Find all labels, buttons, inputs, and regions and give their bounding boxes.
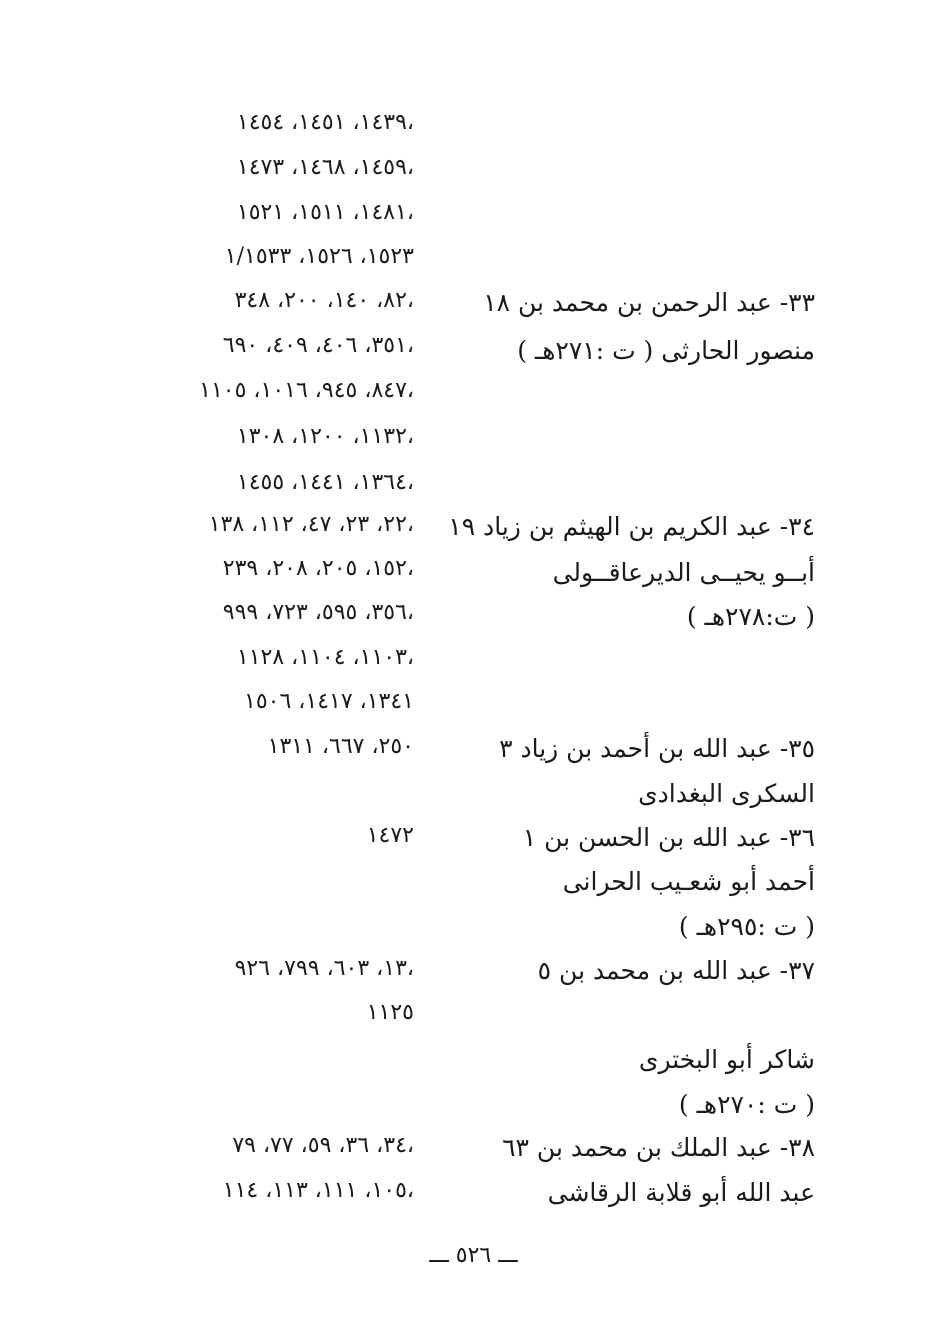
entry-name-line: أبــو يحيــى الديرعاقــولى <box>552 558 815 587</box>
entry-name-line: ٣٨- عبد الملك بن محمد بن ٦٣ <box>502 1133 815 1162</box>
entry-name-line: ٣٤- عبد الكريم بن الهيثم بن زياد ١٩ <box>448 512 815 541</box>
page-refs-line: ٨٤٧، ٩٤٥، ١٠١٦، ١١٠٥، <box>199 378 414 403</box>
page-refs-line: ١١٠٣، ١١٠٤، ١١٢٨، <box>236 645 414 670</box>
page-refs-line: ١٥٢، ٢٠٥، ٢٠٨، ٢٣٩، <box>222 556 414 581</box>
entry-name-line: منصور الحارثى ( ت :٢٧١هـ ) <box>517 336 815 365</box>
page-refs-line: ١٤٣٩، ١٤٥١، ١٤٥٤، <box>236 110 414 135</box>
page-refs-line: ١٠٥، ١١١، ١١٣، ١١٤، <box>222 1178 414 1203</box>
page-refs-line: ٣٥٦، ٥٩٥، ٧٢٣، ٩٩٩، <box>222 600 414 625</box>
page-refs-line: ٢٢، ٢٣، ٤٧، ١١٢، ١٣٨، <box>208 512 414 537</box>
page-number: ـــ ٥٢٦ ـــ <box>429 1243 518 1268</box>
entry-name-line: ٣٧- عبد الله بن محمد بن ٥ <box>537 956 815 985</box>
page-refs-line: ١٣، ٦٠٣، ٧٩٩، ٩٢٦، <box>234 956 414 981</box>
page-refs-line: ١٤٨١، ١٥١١، ١٥٢١، <box>236 200 414 225</box>
page-refs-line: ٢٥٠، ٦٦٧، ١٣١١ <box>267 734 414 759</box>
page-refs-line: ٣٤، ٣٦، ٥٩، ٧٧، ٧٩، <box>232 1133 414 1158</box>
page-refs-line: ١٤٥٩، ١٤٦٨، ١٤٧٣، <box>236 155 414 180</box>
entry-name-line: ( ت :٢٧٠هـ ) <box>678 1090 815 1119</box>
entry-name-line: ٣٥- عبد الله بن أحمد بن زياد ٣ <box>499 734 815 763</box>
page-refs-line: ١٣٦٤، ١٤٤١، ١٤٥٥، <box>236 470 414 495</box>
entry-name-line: أحمد أبو شعـيب الحرانى <box>562 867 815 896</box>
entry-name-line: عبد الله أبو قلابة الرقاشى <box>547 1178 815 1207</box>
entry-name-line: السكرى البغدادى <box>638 779 815 808</box>
entry-name-line: ٣٣- عبد الرحمن بن محمد بن ١٨ <box>483 288 815 317</box>
page-refs-line: ١٥٢٣، ١٥٢٦، ١/١٥٣٣ <box>224 244 414 269</box>
entry-name-line: شاكر أبو البخترى <box>638 1045 815 1074</box>
page-refs-line: ٨٢، ١٤٠، ٢٠٠، ٣٤٨، <box>234 288 414 313</box>
page-refs-line: ١٣٤١، ١٤١٧، ١٥٠٦ <box>244 689 414 714</box>
page-refs-line: ٣٥١، ٤٠٦، ٤٠٩، ٦٩٠، <box>222 333 414 358</box>
page-refs-line: ١٤٧٢ <box>366 823 414 848</box>
entry-name-line: ٣٦- عبد الله بن الحسن بن ١ <box>522 823 815 852</box>
page-refs-line: ١١٢٥ <box>366 1000 414 1025</box>
page-refs-line: ١١٣٢، ١٢٠٠، ١٣٠٨، <box>236 424 414 449</box>
entry-name-line: ( ت :٢٩٥هـ ) <box>678 912 815 941</box>
entry-name-line: ( ت:٢٧٨هـ ) <box>686 602 815 631</box>
